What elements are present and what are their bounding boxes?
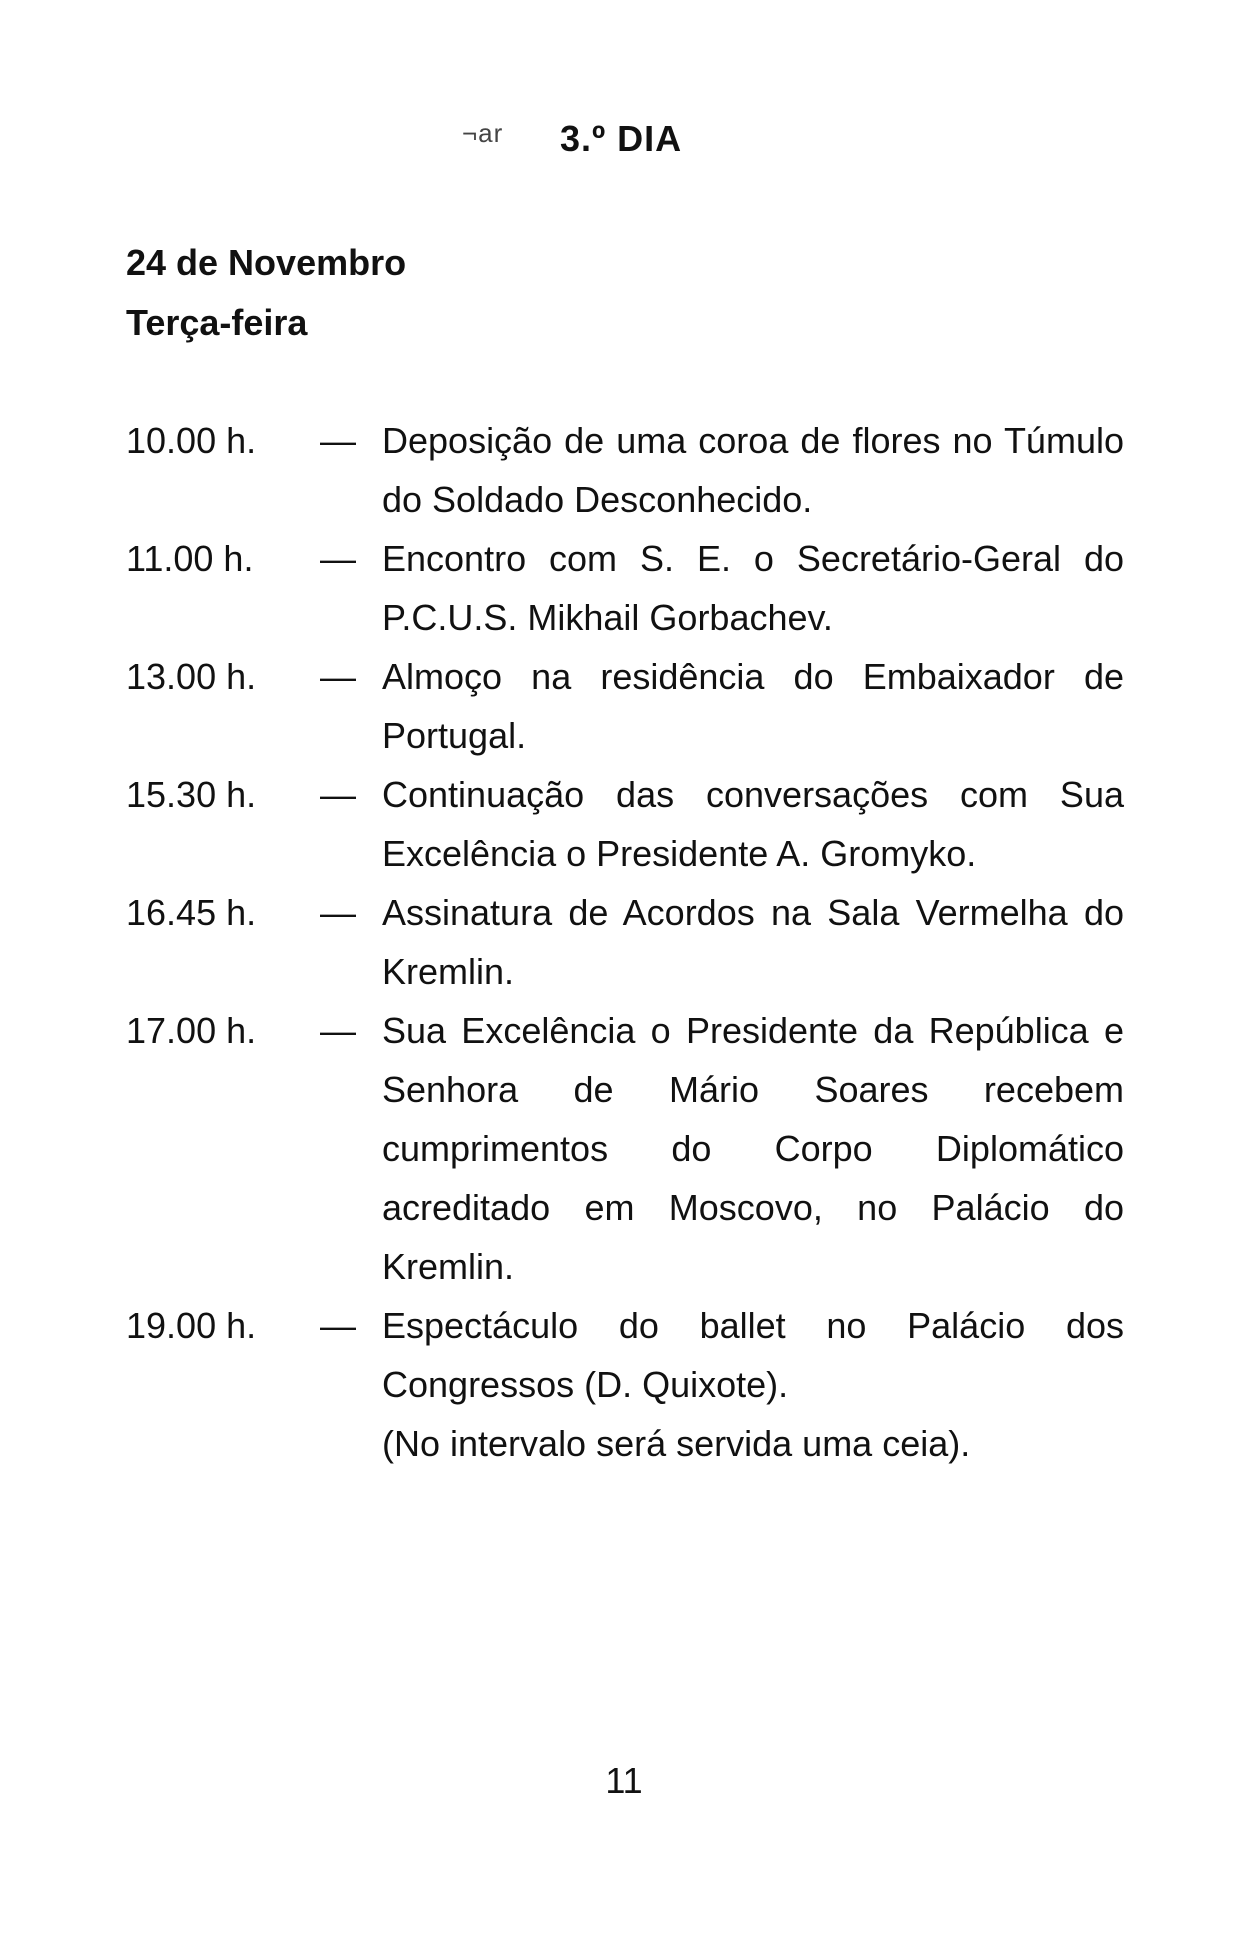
entry-time: 15.30 h. <box>126 774 257 815</box>
date-day: 24 de Novembro <box>126 242 407 283</box>
page-number: 11 <box>605 1760 643 1801</box>
schedule-entry <box>126 1296 1124 1473</box>
date-weekday: Terça-feira <box>126 302 308 343</box>
entry-text: Almoço na residência do Embaixador de Portugal. <box>382 656 1124 756</box>
entry-text: Continuação das conversações com Sua Excelência o Presidente A. Gromyko. <box>382 774 1124 874</box>
entry-dash: — <box>320 1010 356 1051</box>
entry-time: 19.00 h. <box>126 1305 257 1346</box>
entry-time: 10.00 h. <box>126 420 257 461</box>
entry-dash: — <box>320 892 356 933</box>
entry-dash: — <box>320 656 356 697</box>
date-block <box>126 233 406 353</box>
entry-time: 13.00 h. <box>126 656 257 697</box>
day-title: 3.º DIA <box>560 118 683 159</box>
schedule-entry <box>126 529 1124 647</box>
entry-time: 11.00 h. <box>126 538 254 579</box>
schedule-entry <box>126 765 1124 883</box>
entry-note: (No intervalo será servida uma ceia). <box>382 1423 971 1464</box>
schedule-list <box>126 411 1124 1473</box>
entry-dash: — <box>320 1305 356 1346</box>
entry-dash: — <box>320 774 356 815</box>
schedule-entry <box>126 411 1124 529</box>
entry-text: Deposição de uma coroa de flores no Túmulo do Soldado Desconhecido. <box>382 420 1124 520</box>
entry-text-block <box>382 1296 1124 1473</box>
entry-dash: — <box>320 420 356 461</box>
schedule-entry <box>126 883 1124 1001</box>
entry-text: Sua Excelência o Presidente da República e Senhora de Mário Soares recebem cumprimentos do Corpo Diplomático acreditado em Moscovo, no Palácio do Kremlin. <box>382 1010 1124 1287</box>
entry-time: 16.45 h. <box>126 892 257 933</box>
entry-time: 17.00 h. <box>126 1010 257 1051</box>
entry-dash: — <box>320 538 356 579</box>
schedule-entry <box>126 647 1124 765</box>
stray-mark: ¬ar <box>462 118 504 148</box>
schedule-entry <box>126 1001 1124 1296</box>
entry-text: Assinatura de Acordos na Sala Vermelha do Kremlin. <box>382 892 1124 992</box>
entry-text: Espectáculo do ballet no Palácio dos Congressos (D. Quixote). <box>382 1305 1124 1405</box>
entry-text: Encontro com S. E. o Secretário-Geral do P.C.U.S. Mikhail Gorbachev. <box>382 538 1124 638</box>
